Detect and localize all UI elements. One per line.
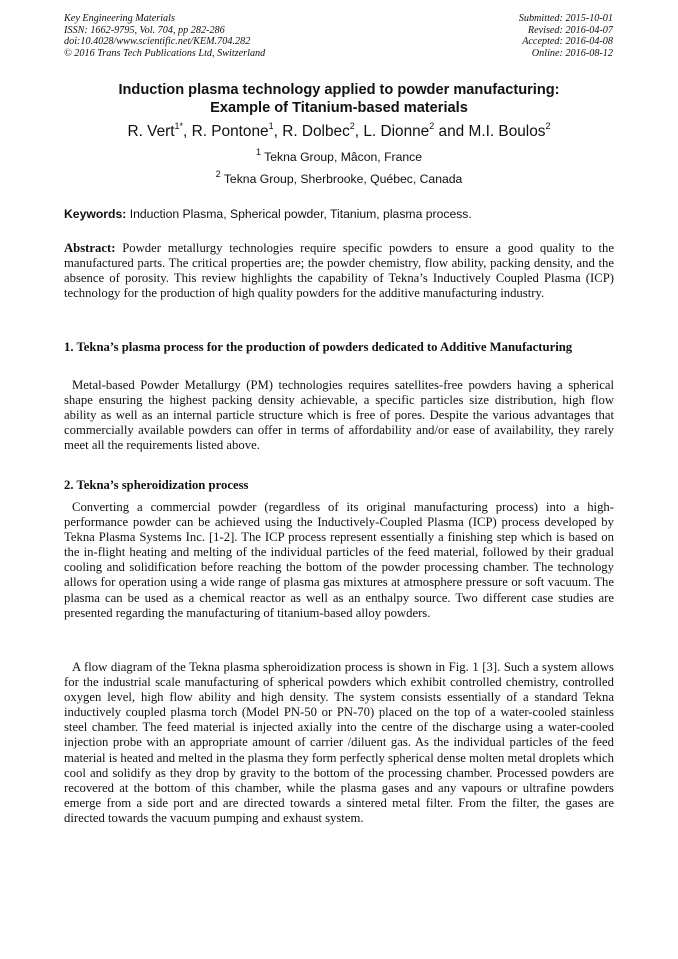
keywords: [64, 206, 614, 222]
section-2-paragraph-1: Converting a commercial powder (regardless of its original manufacturing process) into a high-performance powder can be achieved using the Inductively-Coupled Plasma (ICP) process developed by Tekna Plasma Systems Inc. [1-2]. The ICP process represent essentially a finishing step which is based on the in-flight heating and melting of the individual particles of the feed material, followed by their gradual cooling and solidification before reaching the bottom of the powder processing chamber. The technology allows for operation using a wide range of plasma gas mixtures at atmosphere pressure or soft vacuum. The plasma can be used as a chemical reactor as well as an enthalpy source. Two different case studies are presented regarding the manufacturing of titanium-based alloy powders.: [64, 500, 614, 620]
abstract: [64, 241, 614, 301]
author-name: L. Dionne: [363, 123, 430, 140]
section-2-heading: 2. Tekna’s spheroidization process: [64, 478, 249, 492]
affiliation-1: $^1$ Tekna Group, Mâcon, France: [255, 146, 423, 164]
date-submitted: Submitted: 2015-10-01: [518, 13, 613, 24]
journal-info: [64, 13, 265, 59]
author-name: R. Pontone: [191, 123, 269, 140]
title-line-2: Example of Titanium-based materials: [210, 100, 468, 116]
title-line-1: Induction plasma technology applied to powder manufacturing:: [118, 82, 560, 98]
date-online: Online: 2016-08-12: [531, 47, 613, 59]
author-affiliation-mark: 2: [545, 120, 551, 131]
section-2-paragraph-2: A flow diagram of the Tekna plasma spheroidization process is shown in Fig. 1 [3]. Such a system allows for the industrial scale manufacturing of spherical powders which exhibit controlled chemistry, controlled oxygen level, high flow ability and high density. The system consists essentially of a standard Tekna inductively coupled plasma torch (Model PN-50 or PN-70) placed on the top of a water-cooled stainless steel chamber. The feed material is injected axially into the centre of the discharge using a water-cooled injection probe with an appropriate amount of carrier /diluent gas. As the individual particles of the feed material is heated and melted in the plasma they form perfectly spherical dense molten metal droplets which cool and solidify as they drop by gravity to the bottom of the processing chamber. Processed powders are recovered at the bottom of this chamber, while the plasma gases and any vapours or ultrafine powders emerge from a side port and are directed towards a sintered metal filter. From the filter, the gases are directed towards the vacuum pumping and exhaust system.: [64, 660, 614, 825]
journal-doi: doi:10.4028/www.scientific.net/KEM.704.282: [64, 36, 251, 48]
affiliation-2: $^2$ Tekna Group, Sherbrooke, Québec, Canada: [215, 168, 463, 186]
journal-copyright: © 2016 Trans Tech Publications Ltd, Switzerland: [64, 47, 266, 59]
section-1-heading: 1. Tekna’s plasma process for the production of powders dedicated to Additive Manufacturing: [64, 340, 573, 354]
author-affiliation-mark: 2: [429, 120, 435, 131]
journal-name: Key Engineering Materials: [64, 13, 175, 24]
keywords-label: Keywords:: [64, 207, 127, 221]
section-1-paragraph: Metal-based Powder Metallurgy (PM) technologies requires satellites-free powders having a spherical shape ensuring the highest packing density achievable, a specific particles size distribution, high flow ability as well as an internal particle structure which is free of pores. Despite the various advantages that commercially available powders can offer in terms of affordability and/or ease of availability, they rarely meet all the requirements listed above.: [64, 378, 614, 453]
journal-issn: ISSN: 1662-9795, Vol. 704, pp 282-286: [64, 24, 225, 36]
author-name: M.I. Boulos: [468, 123, 546, 140]
author-affiliation-mark: 2: [349, 120, 355, 131]
author-affiliation-mark: 1*: [174, 120, 184, 131]
keywords-text: Induction Plasma, Spherical powder, Titanium, plasma process.: [126, 207, 472, 221]
author-name: R. Vert: [127, 123, 175, 140]
date-accepted: Accepted: 2016-04-08: [522, 36, 613, 48]
abstract-label: Abstract:: [64, 241, 116, 255]
abstract-text: Powder metallurgy technologies require specific powders to ensure a good quality to the manufactured parts. The critical properties are; the powder chemistry, flow ability, packing density, and the absence of porosity. This review highlights the capability of Tekna’s Inductively Coupled Plasma (ICP) technology for the production of high quality powders for the additive manufacturing industry.: [64, 241, 614, 301]
author-list: R. Vert$^{1*}$, R. Pontone$^1$, R. Dolbec$^2$, L. Dionne$^2$ and M.I. Boulos$^2$: [127, 120, 551, 140]
author-name: R. Dolbec: [282, 123, 350, 140]
paper-title: [40, 81, 638, 117]
publication-dates: [519, 13, 613, 59]
author-affiliation-mark: 1: [268, 120, 274, 131]
date-revised: Revised: 2016-04-07: [527, 24, 613, 36]
